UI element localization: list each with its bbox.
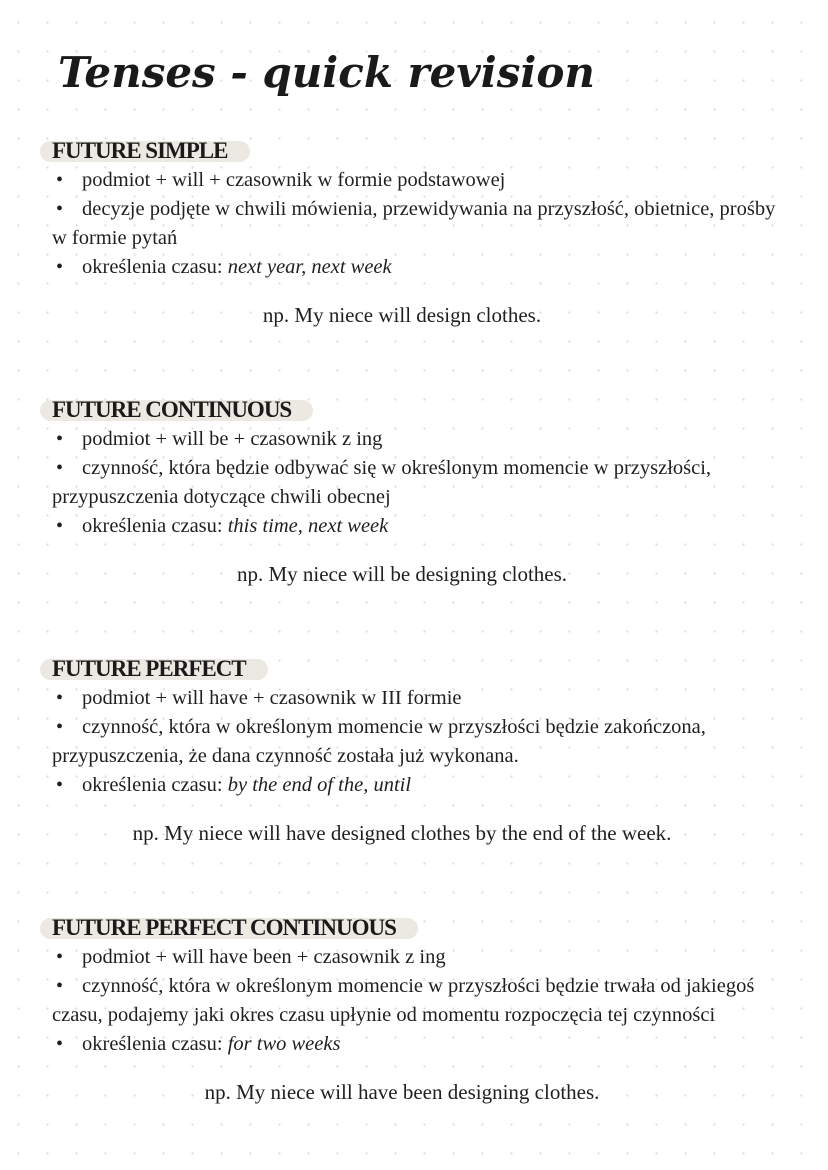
section-future-simple: [52, 138, 782, 330]
time-words: by the end of the, until: [227, 774, 412, 796]
section-heading: FUTURE CONTINUOUS: [52, 397, 313, 423]
form-rule: • podmiot + will be + czasownik z ing: [52, 425, 782, 454]
page-title: Tenses - quick revision: [58, 48, 595, 97]
section-future-perfect: [52, 656, 782, 848]
time-label: określenia czasu:: [82, 515, 223, 537]
example-sentence: np. My niece will be designing clothes.: [236, 562, 568, 586]
time-expressions: [52, 512, 782, 541]
usage-rule: • czynność, która w określonym momencie w przyszłości będzie zakończona, przypuszczenia, że dana czynność została już wykonana.: [52, 713, 782, 771]
usage-rule: • decyzje podjęte w chwili mówienia, przewidywania na przyszłość, obietnice, prośby w formie pytań: [52, 195, 782, 253]
time-label: określenia czasu:: [82, 1033, 223, 1055]
time-label: określenia czasu:: [82, 256, 223, 278]
form-rule: • podmiot + will have been + czasownik z ing: [52, 943, 782, 972]
section-future-continuous: [52, 397, 782, 589]
rule-list: [52, 684, 782, 800]
usage-rule: • czynność, która będzie odbywać się w określonym momencie w przyszłości, przypuszczenia dotyczące chwili obecnej: [52, 454, 782, 512]
example-sentence: np. My niece will have designed clothes by the end of the week.: [132, 821, 672, 845]
section-future-perfect-continuous: [52, 915, 782, 1107]
rule-list: [52, 943, 782, 1059]
section-heading: FUTURE PERFECT: [52, 656, 268, 682]
time-words: next year, next week: [227, 256, 392, 278]
section-heading: FUTURE PERFECT CONTINUOUS: [52, 915, 418, 941]
usage-rule: • czynność, która w określonym momencie w przyszłości będzie trwała od jakiegoś czasu, podajemy jaki okres czasu upłynie od momentu rozpoczęcia tej czynności: [52, 972, 782, 1030]
example-sentence: np. My niece will have been designing clothes.: [204, 1080, 600, 1104]
rule-list: [52, 425, 782, 541]
time-label: określenia czasu:: [82, 774, 223, 796]
form-rule: • podmiot + will have + czasownik w III formie: [52, 684, 782, 713]
example-sentence: np. My niece will design clothes.: [262, 303, 542, 327]
form-rule: • podmiot + will + czasownik w formie podstawowej: [52, 166, 782, 195]
time-words: this time, next week: [227, 515, 389, 537]
time-expressions: [52, 1030, 782, 1059]
section-heading: FUTURE SIMPLE: [52, 138, 250, 164]
time-expressions: [52, 253, 782, 282]
time-expressions: [52, 771, 782, 800]
time-words: for two weeks: [227, 1033, 341, 1055]
rule-list: [52, 166, 782, 282]
